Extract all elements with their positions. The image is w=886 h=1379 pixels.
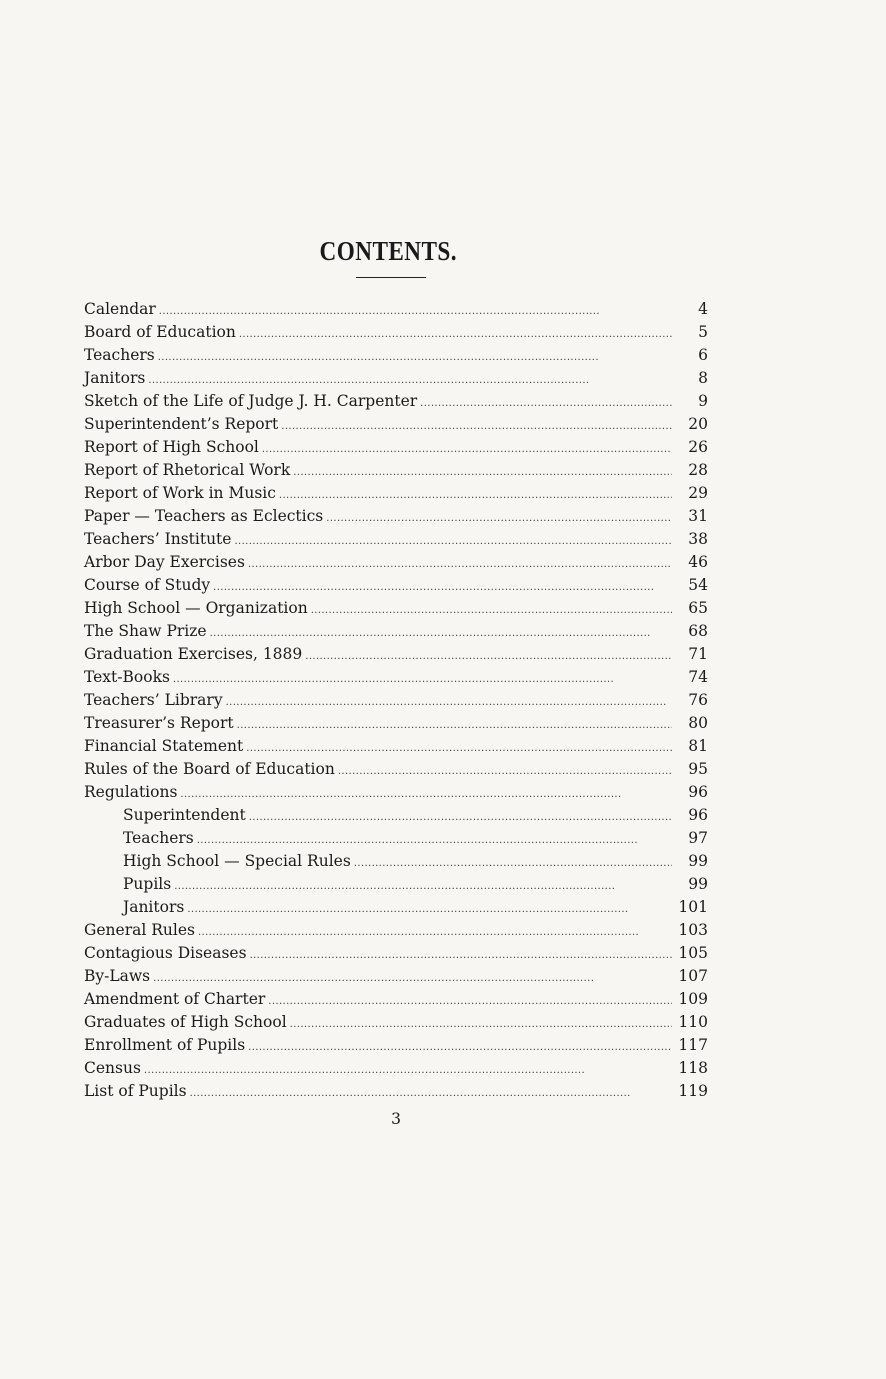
dot-leader — [248, 1034, 672, 1057]
entry-title: Superintendent’s Report — [84, 415, 279, 433]
entry-title: Sketch of the Life of Judge J. H. Carpenter — [84, 392, 418, 410]
entry-page: 97 — [688, 829, 708, 847]
toc-entry — [84, 666, 708, 689]
entry-page: 101 — [678, 898, 708, 916]
entry-page: 118 — [678, 1059, 708, 1077]
dot-leader — [234, 528, 672, 551]
toc-entry — [84, 712, 708, 735]
table-of-contents — [84, 298, 708, 1103]
dot-leader — [174, 873, 672, 896]
entry-page: 95 — [688, 760, 708, 778]
entry-title: Pupils — [123, 875, 172, 893]
entry-title: Graduation Exercises, 1889 — [84, 645, 303, 663]
entry-page: 117 — [678, 1036, 708, 1054]
dot-leader — [226, 689, 672, 712]
toc-entry — [84, 436, 708, 459]
entry-page: 107 — [678, 967, 708, 985]
entry-page: 109 — [678, 990, 708, 1008]
dot-leader — [293, 459, 672, 482]
dot-leader — [210, 620, 672, 643]
entry-title: Teachers’ Institute — [84, 530, 232, 548]
dot-leader — [159, 298, 672, 321]
dot-leader — [354, 850, 672, 873]
toc-entry — [84, 1034, 708, 1057]
entry-page: 9 — [698, 392, 708, 410]
entry-page: 5 — [698, 323, 708, 341]
toc-entry — [84, 528, 708, 551]
toc-entry — [84, 1057, 708, 1080]
dot-leader — [338, 758, 672, 781]
toc-entry — [84, 367, 708, 390]
toc-entry — [84, 298, 708, 321]
entry-page: 54 — [688, 576, 708, 594]
entry-page: 8 — [698, 369, 708, 387]
dot-leader — [180, 781, 672, 804]
dot-leader — [213, 574, 672, 597]
toc-entry — [84, 597, 708, 620]
dot-leader — [239, 321, 672, 344]
dot-leader — [173, 666, 672, 689]
entry-page: 99 — [688, 852, 708, 870]
entry-page: 68 — [688, 622, 708, 640]
entry-page: 38 — [688, 530, 708, 548]
entry-title: By-Laws — [84, 967, 151, 985]
toc-entry — [84, 482, 708, 505]
entry-title: Rules of the Board of Education — [84, 760, 335, 778]
entry-title: Report of High School — [84, 438, 259, 456]
entry-page: 96 — [688, 783, 708, 801]
toc-entry — [84, 643, 708, 666]
entry-title: High School — Special Rules — [123, 852, 351, 870]
entry-page: 71 — [688, 645, 708, 663]
dot-leader — [246, 735, 672, 758]
entry-page: 81 — [688, 737, 708, 755]
entry-page: 65 — [688, 599, 708, 617]
dot-leader — [281, 413, 672, 436]
entry-title: General Rules — [84, 921, 195, 939]
toc-entry — [84, 781, 708, 804]
dot-leader — [311, 597, 672, 620]
entry-page: 74 — [688, 668, 708, 686]
entry-page: 110 — [678, 1013, 708, 1031]
entry-page: 103 — [678, 921, 708, 939]
dot-leader — [268, 988, 672, 1011]
entry-title: Report of Rhetorical Work — [84, 461, 291, 479]
toc-entry — [84, 505, 708, 528]
entry-title: Paper — Teachers as Eclectics — [84, 507, 324, 525]
dot-leader — [153, 965, 672, 988]
entry-title: Calendar — [84, 300, 156, 318]
entry-title: Teachers — [123, 829, 194, 847]
dot-leader — [305, 643, 672, 666]
dot-leader — [144, 1057, 672, 1080]
entry-page: 26 — [688, 438, 708, 456]
toc-entry — [84, 574, 708, 597]
dot-leader — [279, 482, 672, 505]
dot-leader — [197, 827, 672, 850]
entry-title: Treasurer’s Report — [84, 714, 234, 732]
entry-page: 119 — [678, 1082, 708, 1100]
toc-entry — [84, 321, 708, 344]
entry-page: 99 — [688, 875, 708, 893]
dot-leader — [262, 436, 672, 459]
entry-title: Amendment of Charter — [84, 990, 266, 1008]
entry-title: Arbor Day Exercises — [84, 553, 245, 571]
entry-title: Report of Work in Music — [84, 484, 276, 502]
toc-subentry — [84, 850, 708, 873]
entry-title: List of Pupils — [84, 1082, 187, 1100]
toc-subentry — [84, 873, 708, 896]
dot-leader — [249, 804, 672, 827]
entry-title: The Shaw Prize — [84, 622, 207, 640]
entry-page: 105 — [678, 944, 708, 962]
dot-leader — [250, 942, 672, 965]
toc-entry — [84, 942, 708, 965]
dot-leader — [237, 712, 672, 735]
entry-title: Financial Statement — [84, 737, 244, 755]
entry-page: 28 — [688, 461, 708, 479]
toc-entry — [84, 1011, 708, 1034]
dot-leader — [326, 505, 672, 528]
dot-leader — [290, 1011, 672, 1034]
toc-entry — [84, 689, 708, 712]
toc-entry — [84, 620, 708, 643]
entry-title: Janitors — [123, 898, 185, 916]
entry-page: 46 — [688, 553, 708, 571]
toc-entry — [84, 758, 708, 781]
toc-entry — [84, 344, 708, 367]
entry-title: Course of Study — [84, 576, 211, 594]
dot-leader — [190, 1080, 672, 1103]
entry-title: Graduates of High School — [84, 1013, 287, 1031]
dot-leader — [198, 919, 672, 942]
dot-leader — [248, 551, 672, 574]
entry-page: 96 — [688, 806, 708, 824]
entry-page: 29 — [688, 484, 708, 502]
title-rule — [356, 277, 426, 278]
entry-title: Board of Education — [84, 323, 236, 341]
toc-subentry — [84, 896, 708, 919]
toc-entry — [84, 551, 708, 574]
dot-leader — [148, 367, 672, 390]
entry-page: 4 — [698, 300, 708, 318]
dot-leader — [158, 344, 672, 367]
toc-entry — [84, 1080, 708, 1103]
toc-entry — [84, 413, 708, 436]
entry-page: 31 — [688, 507, 708, 525]
toc-entry — [84, 988, 708, 1011]
dot-leader — [187, 896, 672, 919]
entry-page: 76 — [688, 691, 708, 709]
toc-entry — [84, 965, 708, 988]
entry-page: 20 — [688, 415, 708, 433]
entry-title: Census — [84, 1059, 141, 1077]
entry-title: Contagious Diseases — [84, 944, 247, 962]
entry-title: Regulations — [84, 783, 178, 801]
entry-title: High School — Organization — [84, 599, 308, 617]
entry-title: Enrollment of Pupils — [84, 1036, 246, 1054]
page-title: CONTENTS. — [319, 236, 457, 267]
toc-entry — [84, 735, 708, 758]
entry-title: Superintendent — [123, 806, 246, 824]
entry-title: Text-Books — [84, 668, 170, 686]
toc-entry — [84, 919, 708, 942]
toc-subentry — [84, 827, 708, 850]
toc-subentry — [84, 804, 708, 827]
dot-leader — [420, 390, 672, 413]
entry-title: Teachers’ Library — [84, 691, 223, 709]
toc-entry — [84, 459, 708, 482]
entry-title: Teachers — [84, 346, 155, 364]
toc-entry — [84, 390, 708, 413]
page-number: 3 — [391, 1110, 401, 1128]
entry-page: 6 — [698, 346, 708, 364]
entry-title: Janitors — [84, 369, 146, 387]
entry-page: 80 — [688, 714, 708, 732]
